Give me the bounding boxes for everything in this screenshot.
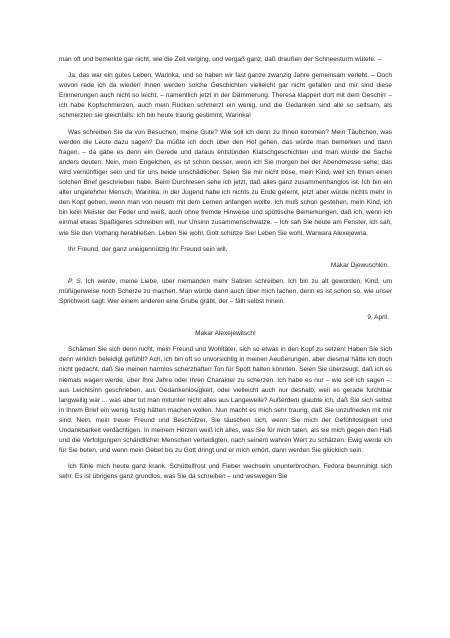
paragraph-continuation: man oft und bemerkte gar nicht, wie die Zeit verging, und vergaß ganz, daß draußen der Schneesturm wütete. – <box>59 56 382 63</box>
letter-salutation: Makar Alexejewitsch! <box>195 330 256 338</box>
paragraph: Ich fühle mich heute ganz krank. Schüttelfrost und Fieber wechseln ununterbrochen. Fedora beunruhigt sich sehr. Es ist übrigens ganz grundlos, was Sie da schreiben – und weswegen Sie <box>59 463 392 481</box>
closing-line: Ihr Freund, der ganz uneigennützig Ihr Freund sein will, <box>68 245 228 253</box>
postscript <box>59 277 392 307</box>
postscript-label: P. S. <box>68 277 83 285</box>
paragraph: Schämen Sie sich denn nicht, mein Freund und Wohltäter, sich so etwas in den Kopf zu setzen! Haben Sie sich denn wirklich beleidigt gefühlt? Ach, ich bin oft so unvorsichtig in meinen Aeußerungen, aber diesmal hätte ich doch nicht gedacht, daß Sie meinen harmlos scherzhaften Ton für Spott halten könnten. Seien Sie überzeugt, daß ich es niemals wagen werde, über Ihre Jahre oder Ihren Charakter zu scherzen. Ich habe es nur – wie soll ich sagen –: aus Leichtsinn geschrieben, aus Gedankenlosigkeit, oder vielleicht auch nur deshalb, weil es gerade furchtbar langweilig war ... was aber tut man mitunter nicht alles aus Langeweile? Außerdem glaubte ich, daß Sie sich selbst in Ihrem Brief ein wenig lustig hätten machen wollen. Nun macht es mich sehr traurig, daß Sie unzufrieden mit mir sind. Nein, mein treuer Freund und Beschützer, Sie täuschen sich, wenn Sie mich der Gefühllosigkeit und Undankbarkeit verdächtigen. In meinem Herzen weiß ich alles, was Sie für mich taten, als sie mich gegen den Haß und die Verfolgungen schändlicher Menschen verteidigten, nach seinem wahren Wert zu schätzen. Ewig werde ich für Sie beten, und wenn mein Gebet bis zu Gott dringt und er mich erhört, dann werden Sie glücklich sein. <box>59 346 392 455</box>
postscript-text: Ich werde, meine Liebe, über niemanden mehr Satiren schreiben. Ich bin zu alt geworden, Kind, um müßigerweise noch Scherze zu machen. Man würde dann auch über mich lachen, denn es ist schon so, wie unser Sprichwort sagt: Wer einem anderen eine Grube gräbt, der – fällt selbst hinein. <box>59 277 392 305</box>
signature: Makar Djewuschkin. <box>330 261 389 269</box>
paragraph: Was schreiben Sie da von Besuchen, meine Gute? Wie soll ich denn zu Ihnen kommen? Mein Täubchen, was werden die Leute dazu sagen? Da müßte ich doch über den Hof gehen, das würde man bemerken und dann fragen, – da gäbe es denn ein Gerede und daraus entstünden Klatschgeschichten und man würde die Sache anders deuten. Nein, mein Engelchen, es ist schon besser, wenn ich Sie morgen bei der Abendmesse sehe; das wird vernünftiger sein und für uns beide unschädlicher. Seien Sie mir nicht böse, mein Kind, weil ich Ihnen einen solchen Brief geschrieben habe. Beim Durchlesen sehe ich jetzt, daß alles ganz zusammenhanglos ist. Ich bin ein alter ungelehrter Mensch, Warinka; in der Jugend habe ich nichts zu Ende gelernt, jetzt aber würde nichts mehr in den Kopf gehen, wenn man von neuem mit dem Lernen anfangen wollte. Ich muß schon gestehen, mein Kind, ich bin kein Meister der Feder und weiß, auch ohne fremde Hinweise und spöttische Bemerkungen, daß ich, wenn ich einmal etwas Spaßigeres schreiben will, nur Unsinn zusammenschwatze. – Ich sah Sie heute am Fenster, ich sah, wie Sie den Vorhang herabließen. Leben Sie wohl, Gott schütze Sie! Leben Sie wohl, Warwara Alexejewna. <box>59 128 392 237</box>
paragraph: Ja, das war ein gutes Leben, Warinka, und so haben wir fast ganze zwanzig Jahre gemeinsam verlebt. – Doch wovon rede ich da wieder! Ihnen werden solche Geschichten vielleicht gar nicht gefallen und mir sind diese Erinnerungen auch nicht so leicht, – namentlich jetzt in der Dämmerung. Theresa klappert dort mit dem Geschirr – ich habe Kopfschmerzen, auch mein Rücken schmerzt ein wenig, und die Gedanken sind alle so seltsam, als schmerzten sie gleichfalls: ich bin heute traurig gestimmt, Warinka! <box>59 72 392 120</box>
letter-date: 9. April. <box>367 314 389 322</box>
